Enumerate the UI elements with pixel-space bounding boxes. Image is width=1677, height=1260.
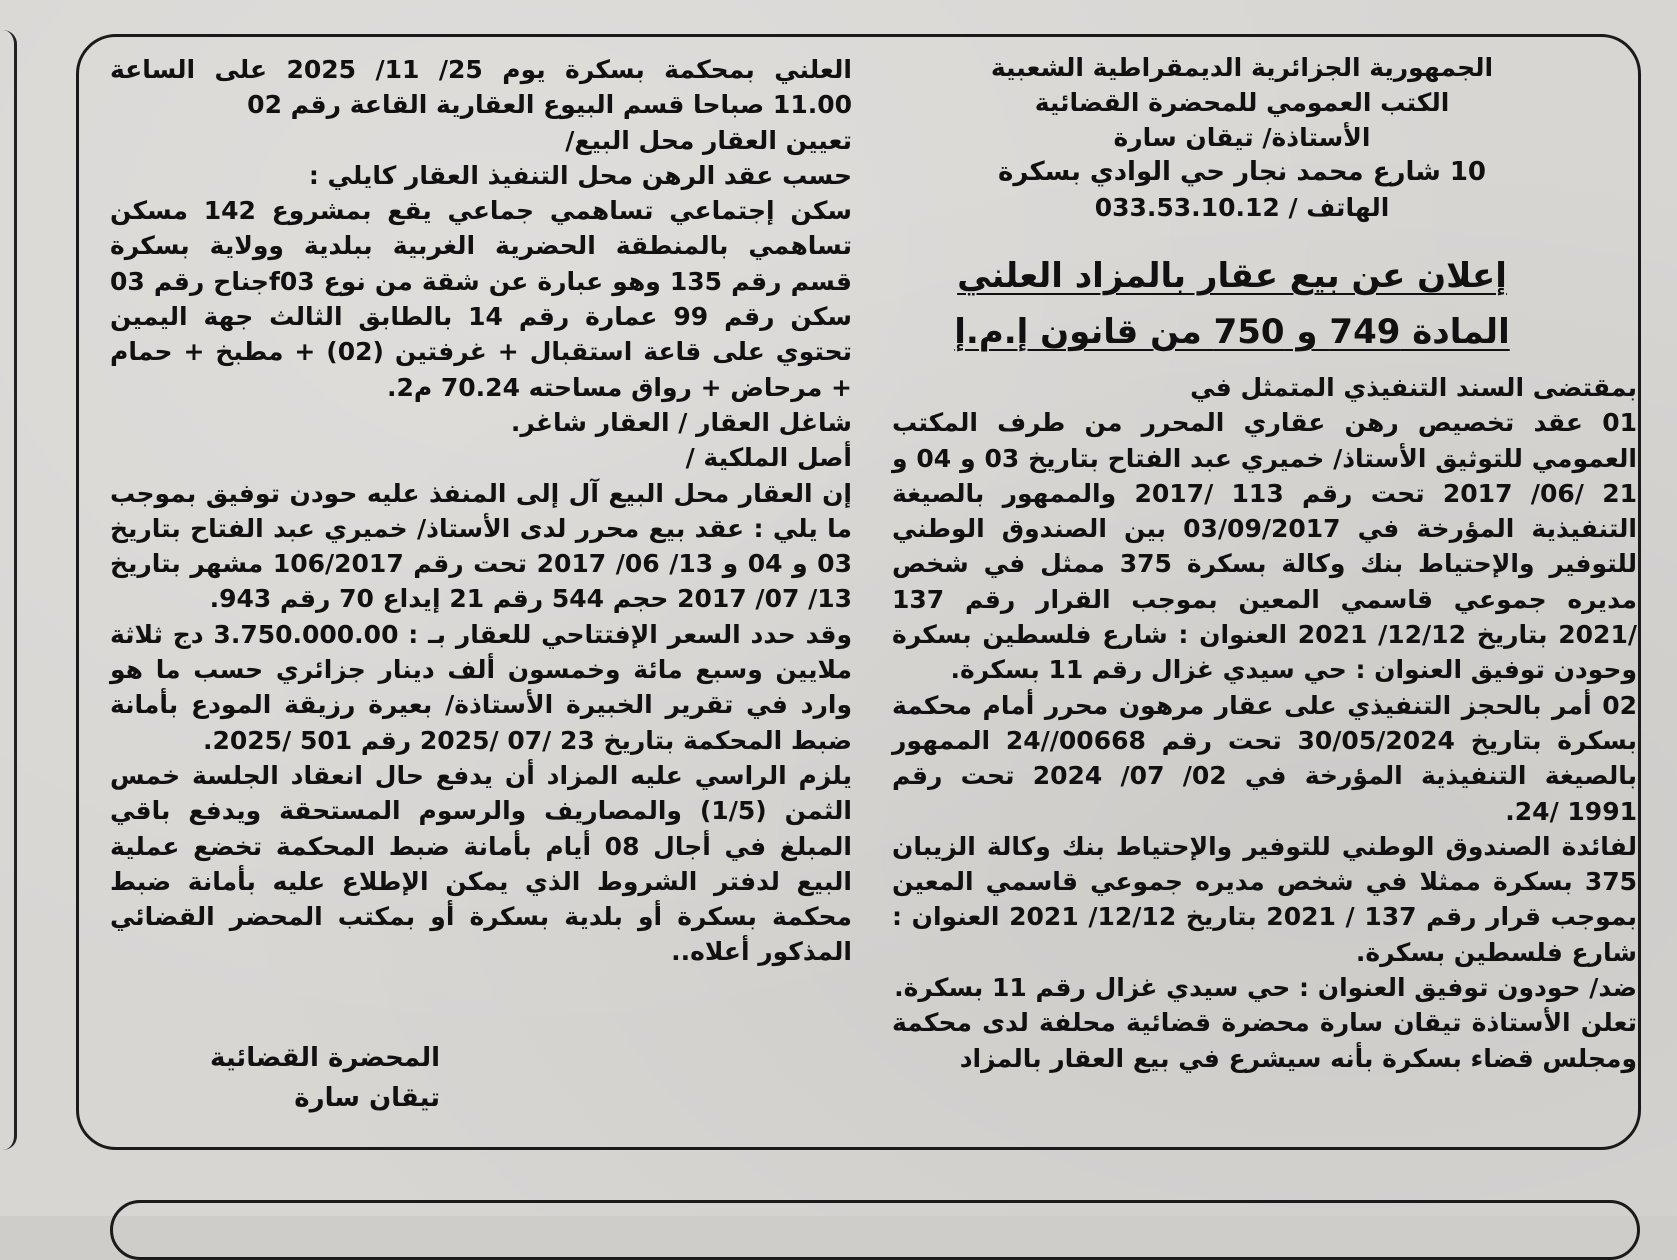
title-main: إعلان عن بيع عقار بالمزاد العلني	[957, 256, 1507, 296]
paragraph: حسب عقد الرهن محل التنفيذ العقار كايلي :	[308, 160, 852, 190]
paragraph: 02 أمر بالحجز التنفيذي على عقار مرهون محرر أمام محكمة بسكرة بتاريخ 30/05/2024 تحت رقم 00668//24 الممهور بالصيغة التنفيذية المؤرخة في 02/ 07/ 2024 تحت رقم 1991 /24.	[892, 690, 1638, 826]
paragraph: إن العقار محل البيع آل إلى المنفذ عليه حودن توفيق بموجب ما يلي : عقد بيع محرر لدى الأستاذ/ خميري عبد الفتاح بتاريخ 03 و 04 و 13/ 06/ 2017 تحت رقم 106/2017 مشهر بتاريخ 13/ 07/ 2017 حجم 544 رقم 21 إيداع 70 رقم 943.	[110, 478, 852, 614]
header-bailiff-name: الأستاذة/ تيقان سارة	[1113, 123, 1371, 152]
header-office: الكتب العمومي للمحضرة القضائية	[1034, 88, 1450, 117]
right-column	[892, 370, 1637, 1076]
paragraph: تعيين العقار محل البيع/	[565, 125, 852, 155]
issuer-header	[972, 50, 1512, 225]
paragraph: العلني بمحكمة بسكرة يوم 25/ 11/ 2025 على الساعة 11.00 صباحا قسم البيوع العقارية القاعة رقم 02	[110, 55, 852, 120]
paragraph: 01 عقد تخصيص رهن عقاري المحرر من طرف المكتب العمومي للتوثيق الأستاذ/ خميري عبد الفتاح بتاريخ 03 و 04 و 21 /06/ 2017 تحت رقم 113 /2017 والممهور بالصيغة التنفيذية المؤرخة في 03/09/2017 بين الصندوق الوطني للتوفير والإحتياط بنك وكالة بسكرة 375 ممثل في شخص مديره جموعي قاسمي المعين بموجب القرار رقم 137 /2021 بتاريخ 12/12/ 2021 العنوان : شارع فلسطين بسكرة وحودن توفيق العنوان : حي سيدي غزال رقم 11 بسكرة.	[892, 408, 1637, 685]
paragraph: سكن إجتماعي تساهمي جماعي يقع بمشروع 142 مسكن تساهمي بالمنطقة الحضرية الغربية ببلدية وولاية بسكرة قسم رقم 135 وهو عبارة عن شقة من نوع f03جناح رقم 03 سكن رقم 99 عمارة رقم 14 بالطابق الثالث جهة اليمين تحتوي على قاعة استقبال + غرفتين (02) + مطبخ + حمام + مرحاض + رواق مساحته 70.24 م2.	[110, 196, 853, 402]
notice-title	[922, 252, 1542, 364]
header-phone: الهاتف / 033.53.10.12	[1094, 193, 1390, 222]
title-legal-articles: المادة 749 و 750 من قانون إ.م.إ	[954, 312, 1510, 352]
header-republic: الجمهورية الجزائرية الديمقراطية الشعبية	[990, 53, 1494, 82]
signature-name: تيقان سارة	[294, 1083, 440, 1113]
paragraph: ضد/ حودون توفيق العنوان : حي سيدي غزال رقم 11 بسكرة.	[894, 973, 1637, 1003]
paragraph: وقد حدد السعر الإفتتاحي للعقار بـ : 3.750.000.00 دج ثلاثة ملايين وسبع مائة وخمسون ألف دينار جزائري حسب ما هو وارد في تقرير الخبيرة الأستاذة/ بعيرة رزيقة المودع بأمانة ضبط المحكمة بتاريخ 23 /07 /2025 رقم 501 /2025.	[110, 619, 852, 755]
next-notice-frame	[110, 1200, 1640, 1260]
header-address: 10 شارع محمد نجار حي الوادي بسكرة	[997, 157, 1487, 187]
paragraph: تعلن الأستاذة تيقان سارة محضرة قضائية محلفة لدى محكمة ومجلس قضاء بسكرة بأنه سيشرع في بيع العقار بالمزاد	[892, 1008, 1637, 1073]
paragraph: يلزم الراسي عليه المزاد أن يدفع حال انعقاد الجلسة خمس الثمن (1/5) والمصاريف والرسوم المستحقة ويدفع باقي المبلغ في أجال 08 أيام بأمانة ضبط المحكمة تخضع عملية البيع لدفتر الشروط الذي يمكن الإطلاع عليه بأمانة ضبط محكمة بسكرة أو بلدية بسكرة أو بمكتب المحضر القضائي المذكور أعلاه..	[110, 760, 852, 967]
signature-block	[110, 1038, 440, 1118]
paragraph: لفائدة الصندوق الوطني للتوفير والإحتياط بنك وكالة الزيبان 375 بسكرة ممثلا في شخص مديره جموعي قاسمي المعين بموجب قرار رقم 137 / 2021 بتاريخ 12/12/ 2021 العنوان : شارع فلسطين بسكرة.	[892, 831, 1637, 967]
paragraph: بمقتضى السند التنفيذي المتمثل في	[1190, 373, 1637, 402]
adjacent-frame-edge	[0, 30, 17, 1150]
signature-title: المحضرة القضائية	[210, 1043, 440, 1073]
paragraph: شاغل العقار / العقار شاغر.	[510, 407, 852, 437]
paragraph: أصل الملكية /	[685, 443, 852, 473]
left-column	[110, 52, 852, 970]
